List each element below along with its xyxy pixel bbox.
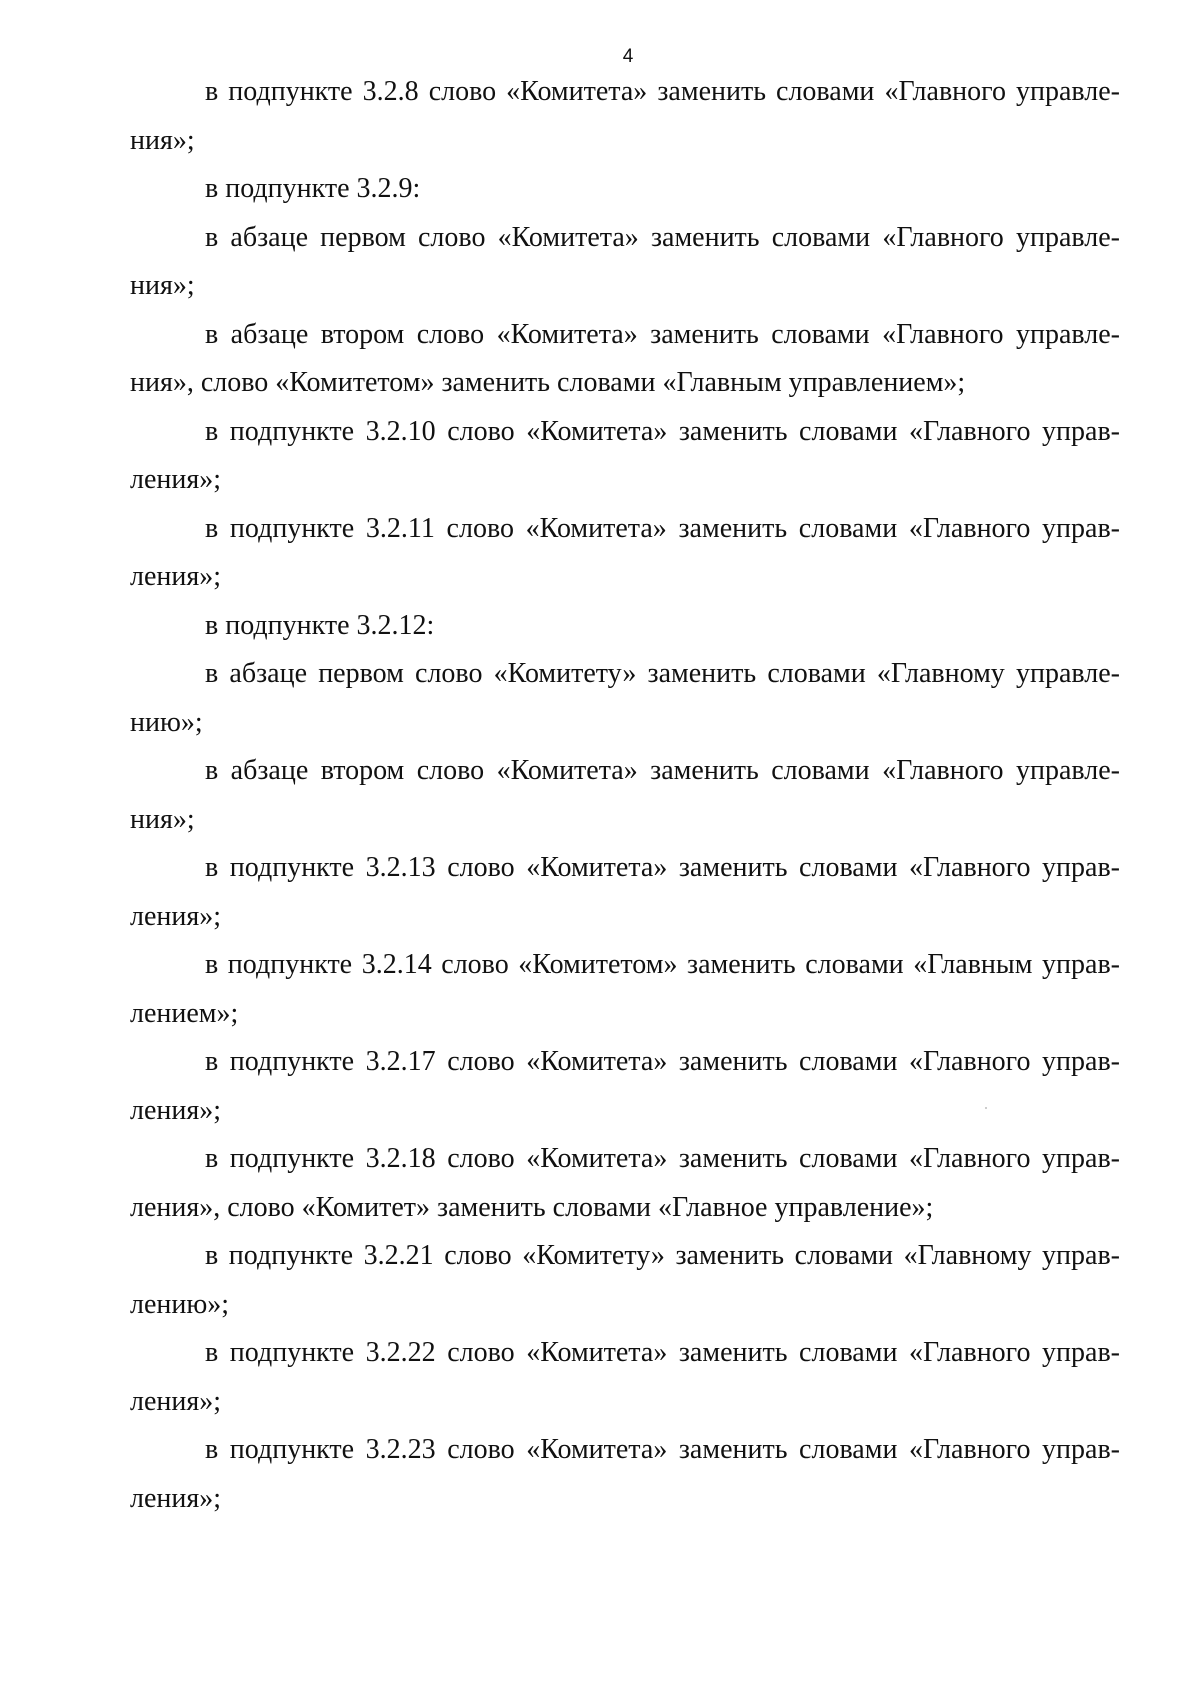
paragraph-continuation-line: ления»; <box>130 1385 222 1417</box>
paragraph-first-line: в абзаце втором слово «Комитета» заменить словами «Главного управле- <box>205 318 1120 350</box>
paragraph-first-line: в подпункте 3.2.18 слово «Комитета» заменить словами «Главного управ- <box>205 1143 1120 1174</box>
paragraph-first-line: в подпункте 3.2.17 слово «Комитета» заменить словами «Главного управ- <box>205 1046 1120 1077</box>
paragraph-continuation-line: ления»; <box>130 464 222 495</box>
paragraph-first-line: в подпункте 3.2.21 слово «Комитету» заменить словами «Главному управ- <box>205 1240 1120 1271</box>
scan-speck <box>985 1107 987 1109</box>
paragraph-continuation-line: ния»; <box>130 270 195 301</box>
paragraph-continuation-line: ния»; <box>130 124 195 156</box>
paragraph-first-line: в подпункте 3.2.11 слово «Комитета» заменить словами «Главного управ- <box>205 512 1120 544</box>
page-number: 4 <box>622 46 634 67</box>
paragraph-first-line: в подпункте 3.2.14 слово «Комитетом» заменить словами «Главным управ- <box>205 949 1120 980</box>
paragraph-continuation-line: ния»; <box>130 803 195 835</box>
paragraph-continuation-line: ления»; <box>130 561 222 592</box>
paragraph-first-line: в подпункте 3.2.9: <box>205 173 421 204</box>
paragraph-continuation-line: лением»; <box>130 997 239 1029</box>
paragraph-first-line: в подпункте 3.2.23 слово «Комитета» заменить словами «Главного управ- <box>205 1434 1120 1465</box>
paragraph-first-line: в подпункте 3.2.12: <box>205 609 435 641</box>
paragraph-first-line: в подпункте 3.2.8 слово «Комитета» заменить словами «Главного управле- <box>205 76 1120 107</box>
paragraph-continuation-line: нию»; <box>130 706 203 738</box>
paragraph-continuation-line: ления»; <box>130 900 222 932</box>
paragraph-first-line: в подпункте 3.2.10 слово «Комитета» заменить словами «Главного управ- <box>205 415 1120 447</box>
paragraph-continuation-line: ния», слово «Комитетом» заменить словами «Главным управлением»; <box>130 367 966 398</box>
paragraph-continuation-line: ления»; <box>130 1482 222 1514</box>
paragraph-first-line: в подпункте 3.2.22 слово «Комитета» заменить словами «Главного управ- <box>205 1337 1120 1368</box>
document-body <box>130 68 1120 1523</box>
paragraph-first-line: в абзаце первом слово «Комитету» заменить словами «Главному управле- <box>205 658 1120 689</box>
paragraph-continuation-line: ления»; <box>130 1094 222 1126</box>
paragraph-first-line: в абзаце первом слово «Комитета» заменить словами «Главного управле- <box>205 221 1120 253</box>
paragraph-first-line: в подпункте 3.2.13 слово «Комитета» заменить словами «Главного управ- <box>205 852 1120 883</box>
paragraph-continuation-line: лению»; <box>130 1288 230 1320</box>
paragraph-first-line: в абзаце втором слово «Комитета» заменить словами «Главного управле- <box>205 755 1120 786</box>
paragraph-continuation-line: ления», слово «Комитет» заменить словами «Главное управление»; <box>130 1191 934 1223</box>
